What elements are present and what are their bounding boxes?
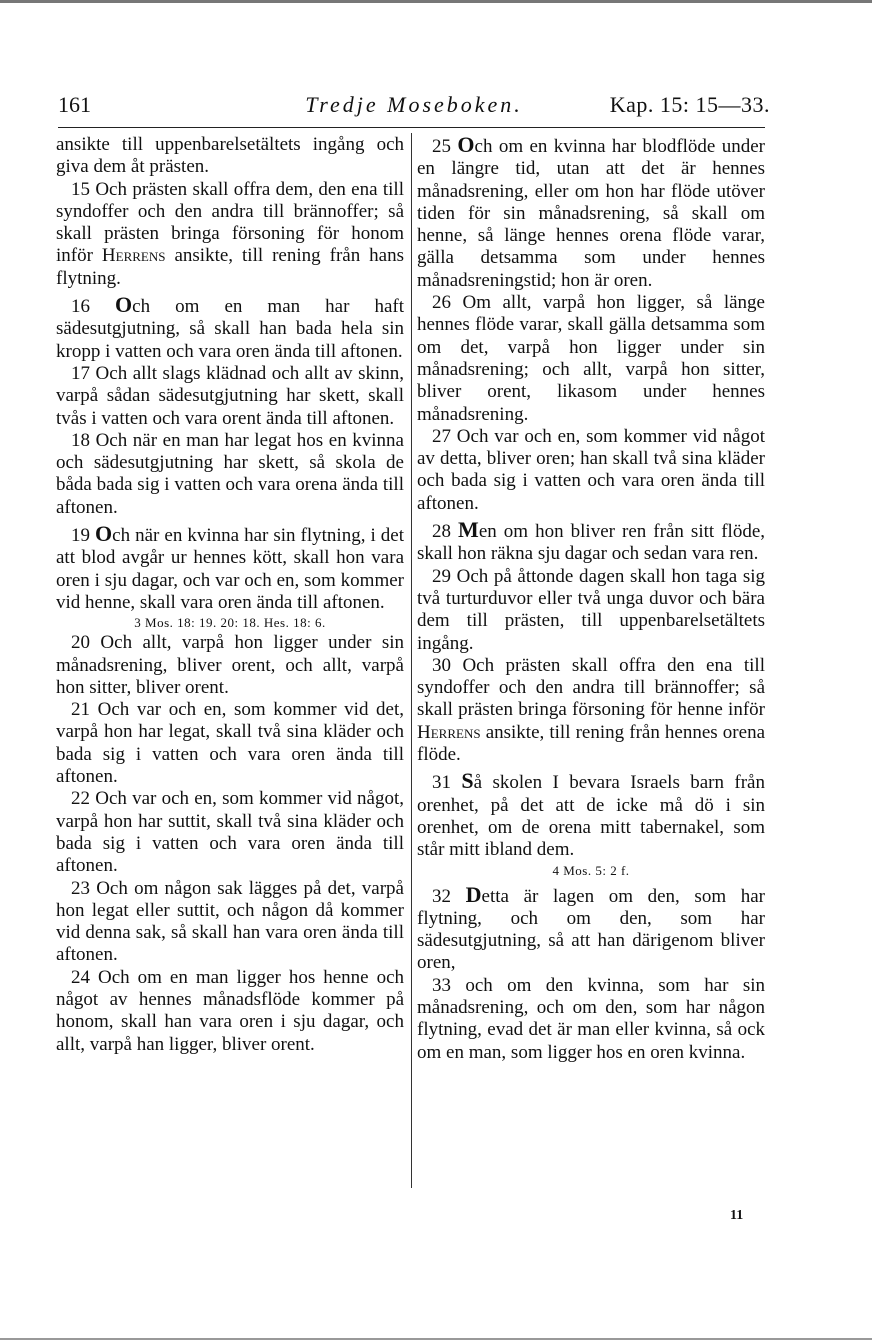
page-number: 161 (58, 92, 91, 117)
verse-23: 23 Och om någon sak lägges på det, varpå hon legat eller suttit, och någon då kommer vid denna sak, så skall han vara oren ända till aftonen. (56, 877, 404, 966)
cross-reference: 3 Mos. 18: 19. 20: 18. Hes. 18: 6. (134, 615, 326, 631)
verse-18: 18 Och när en man har legat hos en kvinna och sädesutgjutning har skett, så skola de båda bada sig i vatten och vara orena ända till aftonen. (56, 429, 404, 518)
section-initial: S (461, 768, 474, 794)
verse-29: 29 Och på åttonde dagen skall hon taga sig två turturduvor eller två unga duvor och bära dem till prästen, till uppenbarelsetältets ingång. (417, 565, 765, 654)
section-initial: O (457, 132, 475, 157)
lord-smallcaps: Herrens (417, 721, 481, 743)
verse-22: 22 Och var och en, som kommer vid något, varpå hon har suttit, skall två sina kläder och bada sig i vatten och vara oren ända till aftonen. (56, 788, 404, 877)
chapter-reference: Kap. 15: 15—33. (609, 92, 770, 117)
book-title: Tredje Moseboken. (305, 92, 523, 117)
verse-26: 26 Om allt, varpå hon ligger, så länge hennes flöde varar, skall gälla detsamma som om det, varpå hon ligger under sin månadsrening; och allt, varpå hon sitter, bliver orent, likasom under hennes månadsrening. (417, 292, 765, 425)
continued-text: ansikte till uppenbarelsetältets ingång och giva dem åt prästen. (56, 134, 404, 178)
verse-17: 17 Och allt slags klädnad och allt av skinn, varpå sådan sädesutgjutning har skett, skall tvås i vatten och vara orent ända till aftonen. (56, 362, 404, 429)
cross-reference: 4 Mos. 5: 2 f. (552, 862, 630, 878)
lord-smallcaps: Herrens (101, 245, 166, 267)
column-divider (411, 133, 412, 1188)
verse-25: 25 Och om en kvinna har blodflöde under en längre tid, utan att det är hennes månadsrening, eller om hon har flöde utöver tiden för sin månadsrening, så skall om henne, så länge hennes orena flöde varar, gälla detsamma som under hennes månadsreningstid; hon är oren. (417, 132, 766, 291)
verse-31: 31 Så skolen I bevara Israels barn från orenhet, på det att de icke må dö i sin orenhet, om de orena mitt tabernakel, som står mitt ibland dem. (417, 768, 765, 861)
verse-33: 33 och om den kvinna, som har sin månadsrening, och om den, som har någon flytning, evad det är man eller kvinna, så ock om en man, som ligger hos en oren kvinna. (417, 974, 765, 1063)
right-column (417, 134, 765, 1064)
left-column (56, 134, 404, 1056)
verse-16: 16 Och om en man har haft sädesutgjutning, så skall han bada hela sin kropp i vatten och vara oren ända till aftonen. (56, 292, 405, 362)
verse-15: 15 Och prästen skall offra dem, den ena till syndoffer och den andra till brännoffer; så skall prästen bringa försoning för honom inför Herrens ansikte, till rening från hans flytning. (56, 178, 405, 289)
signature-mark: 11 (730, 1208, 744, 1223)
verse-20: 20 Och allt, varpå hon ligger under sin månadsrening, bliver orent, och allt, varpå hon sitter, bliver orent. (56, 632, 404, 698)
section-initial: D (465, 881, 482, 907)
verse-28: 28 Men om hon bliver ren från sitt flöde, skall hon räkna sju dagar och sedan vara ren. (417, 517, 765, 565)
verse-27: 27 Och var och en, som kommer vid något av detta, bliver oren; han skall två sina kläder och bada sig i vatten och vara oren ända till aftonen. (417, 425, 765, 514)
section-initial: O (95, 521, 113, 547)
section-initial: O (115, 292, 133, 318)
verse-21: 21 Och var och en, som kommer vid det, varpå hon har legat, skall två sina kläder och bada sig i vatten och vara oren ända till aftonen. (56, 699, 404, 788)
header-rule (58, 127, 765, 128)
running-header (58, 92, 770, 126)
section-initial: M (458, 517, 479, 543)
page-top-edge (0, 0, 872, 3)
verse-30: 30 Och prästen skall offra den ena till syndoffer och den andra till brännoffer; så skall prästen bringa försoning för henne inför Herrens ansikte, till rening från hennes orena flöde. (417, 654, 765, 766)
verse-32: 32 Detta är lagen om den, som har flytning, och om den, som har sädesutgjutning, så att han därigenom bliver oren, (417, 881, 765, 974)
verse-19: 19 Och när en kvinna har sin flytning, i det att blod avgår ur hennes kött, skall hon vara oren i sju dagar, och var och en, som kommer vid henne, skall vara oren ända till aftonen. (56, 521, 404, 613)
verse-24: 24 Och om en man ligger hos henne och något av hennes månadsflöde kommer på honom, skall han vara oren i sju dagar, och allt, varpå han ligger, bliver orent. (56, 966, 404, 1055)
